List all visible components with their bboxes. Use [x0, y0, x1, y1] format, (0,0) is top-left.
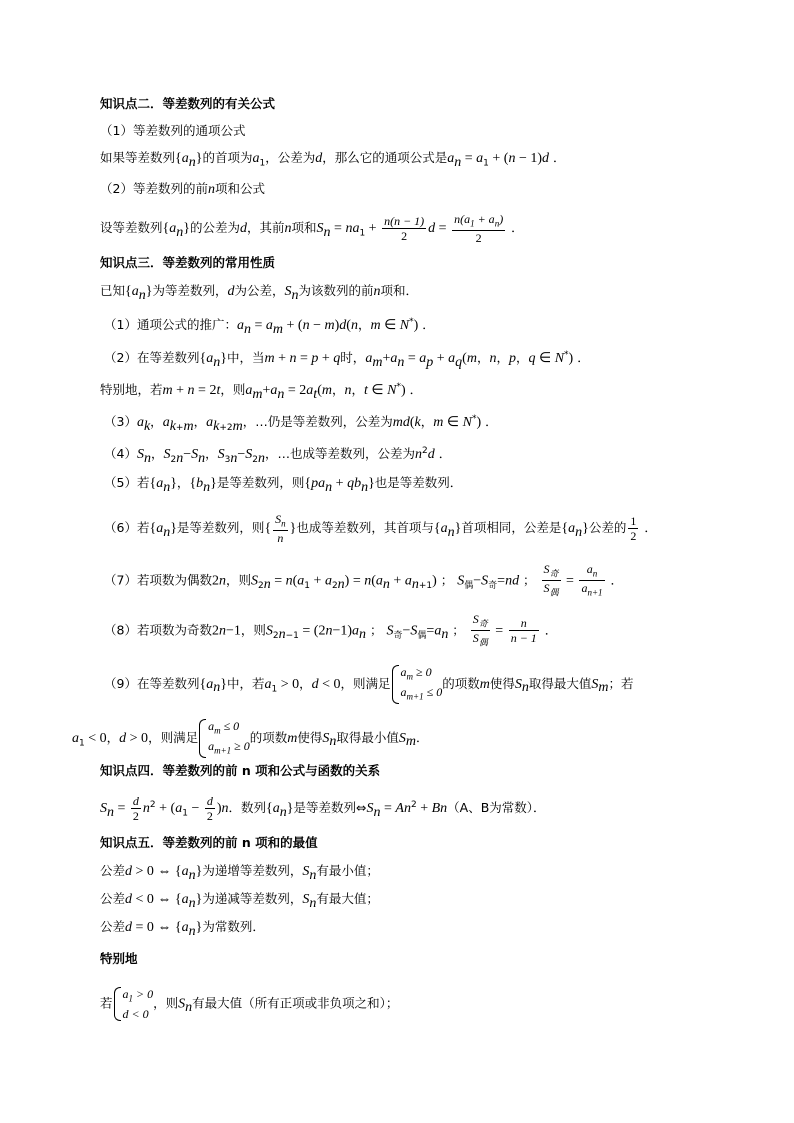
s3-p7: （7）若项数为偶数2n，则$S_{2n} = n(a_1 + a_{2n}) = n(a_n + a_{n+1})$ ； $S_偶-S_奇=nd$ ； $\frac{S_奇}{S_偶}$ = $\frac{a_n}{a_{n+1}}$ ．: [104, 562, 623, 598]
s3-p2-special: 特别地，若m + n = 2t，则$a_m+a_n = 2a_t(m$，n，t ∈ N*) ．: [100, 382, 423, 402]
s2-item1-text: 如果等差数列$\{a_n\}$的首项为$a_1$，公差为d，那么它的通项公式是$a_n = a_1 + (n - 1)d$ ．: [100, 150, 566, 170]
s5-line2: 公差d < 0 ⇔ $\{a_n\}$为递减等差数列，$S_n$有最大值；: [100, 891, 379, 911]
s3-p6: （6）若$\{a_n\}$是等差数列，则{ $\frac{S_n}{n}$ }也成等差数列，其首项与$\{a_n\}$首项相同，公差是$\{a_n\}$公差的 $\frac{1}{2}$ ．: [104, 512, 657, 546]
s5-line3: 公差d = 0 ⇔ $\{a_n\}$为常数列．: [100, 919, 265, 939]
s3-p8: （8）若项数为奇数2n−1，则$S_{2n-1} = (2n-1)a_n$ ； $S_奇-S_偶=a_n$ ； $\frac{S_奇}{S_偶}$ = $\frac{n}{n - 1}$ ．: [104, 612, 558, 648]
s5-line4: 若 $a_1 > 0$ d < 0 ，则$S_n$有最大值（所有正项或非负项之和）；: [100, 987, 399, 1022]
section-4-title: 知识点四．等差数列的前 n 项和公式与函数的关系: [100, 763, 381, 778]
section-2-title: 知识点二．等差数列的有关公式: [100, 96, 276, 111]
s2-item1-label: （1）等差数列的通项公式: [100, 123, 246, 138]
s3-p2: （2）在等差数列$\{a_n\}$中，当m + n = p + q时，$a_m+a_n = a_p + a_q(m$，n，p，q ∈ N*) ．: [104, 350, 590, 370]
s3-p9-line1: （9）在等差数列$\{a_n\}$中，若$a_1 > 0$，d < 0，则满足 $a_m \ge 0$ $a_{m+1} \le 0$ 的项数m使得$S_n$取得最大值$S_m$；若: [104, 664, 634, 705]
s5-special-heading: 特别地: [100, 951, 138, 966]
s3-p9-line2: $a_1 < 0$，d > 0，则满足 $a_m \le 0$ $a_{m+1} \ge 0$ 的项数m使得$S_n$取得最小值$S_m$．: [72, 718, 429, 759]
s4-formula: $S_n$ = $\frac{d}{2}$ $n^2 + (a_1$ − $\frac{d}{2}$ )n．数列$\{a_n\}$是等差数列$\Leftrightarrow S_n = An^2 + Bn(A$、B为常数）．: [100, 794, 546, 823]
s3-p5: （5）若$\{a_n\}$，$\{b_n\}$是等差数列，则$\{pa_n + qb_n\}$也是等差数列．: [104, 475, 463, 495]
s2-item2-text: 设等差数列$\{a_n\}$的公差为d，其前n项和$S_n = na_1$ + $\frac{n(n - 1)}{2}$ d = $\frac{n(a_1 + a_n)}{2}$ ．: [100, 212, 524, 246]
s3-p1: （1）通项公式的推广：$a_n = a_m + (n - m)d(n$，m ∈ N*) ．: [104, 317, 435, 337]
s3-p4: $(4)S_n$，$S_{2n}-S_n$，$S_{3n}-S_{2n}$，…也成等差数列，公差为$n^2d$ ．: [104, 446, 452, 466]
s2-item2-label: （2）等差数列的前n项和公式: [100, 181, 265, 197]
s5-line1: 公差d > 0 ⇔ $\{a_n\}$为递增等差数列，$S_n$有最小值；: [100, 863, 379, 883]
s3-p3: $(3)a_k$，$a_{k+m}$，$a_{k+2m}$，…仍是等差数列，公差为md(k，m ∈ N*) ．: [104, 414, 498, 434]
s3-intro: 已知$\{a_n\}$为等差数列，d为公差，$S_n$为该数列的前n项和．: [100, 283, 419, 303]
section-3-title: 知识点三．等差数列的常用性质: [100, 255, 276, 270]
section-5-title: 知识点五．等差数列的前 n 项和的最值: [100, 835, 318, 850]
